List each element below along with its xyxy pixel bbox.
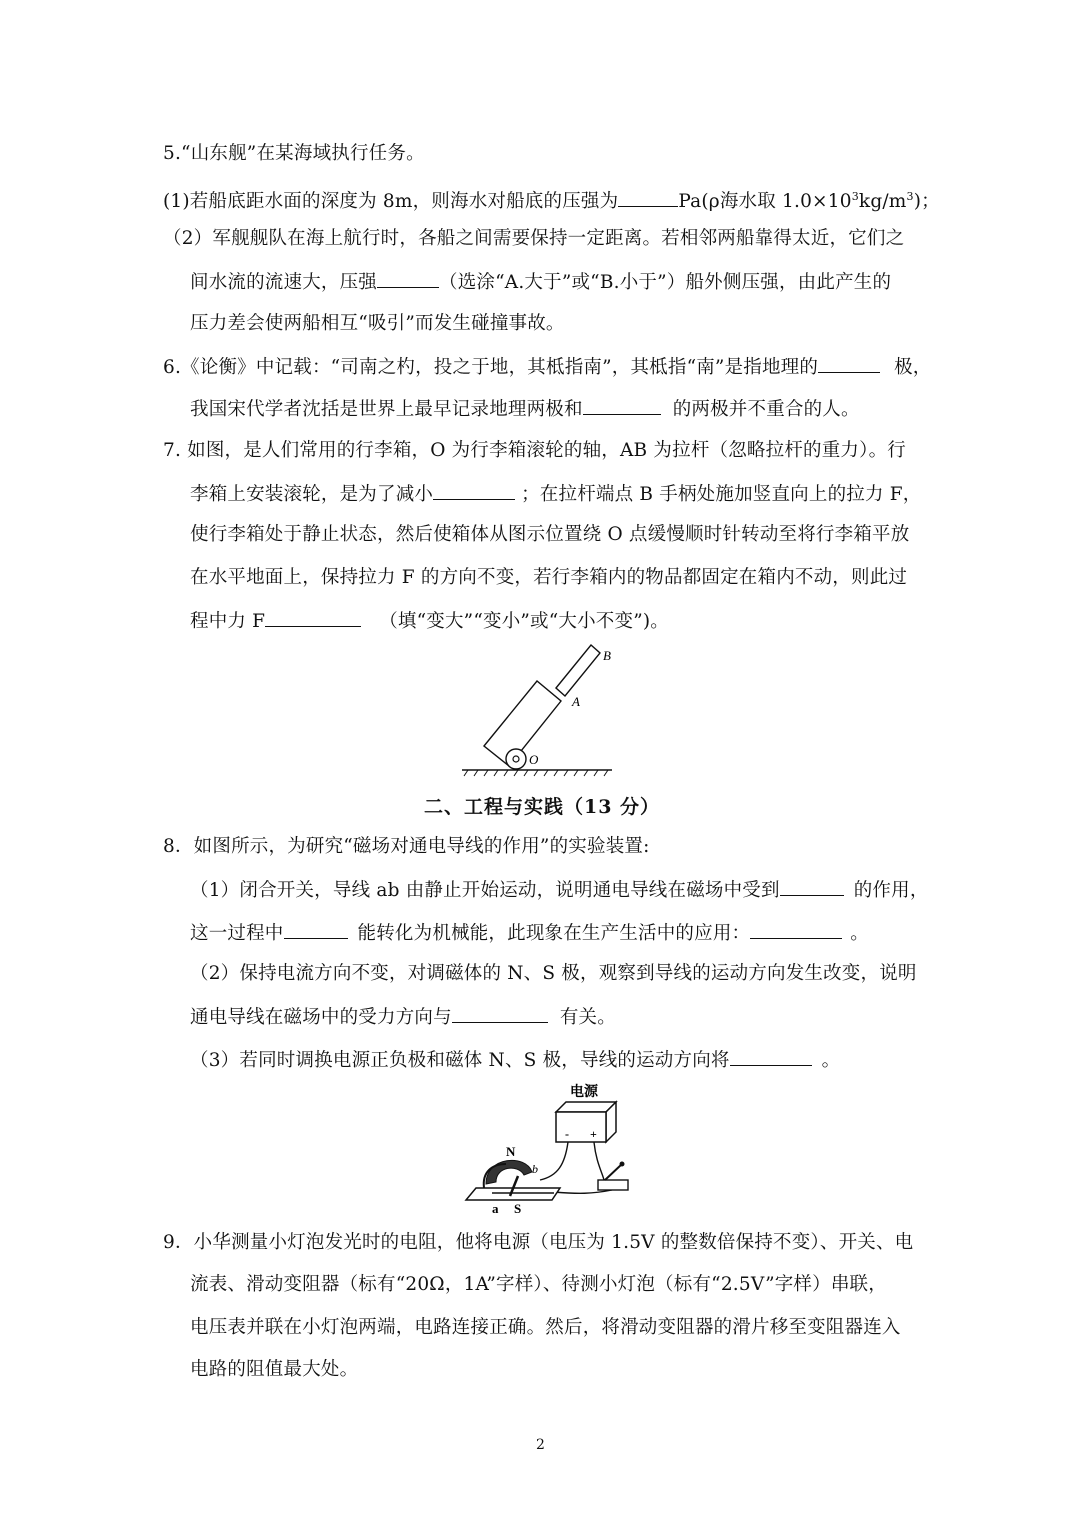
q7-text-a: 李箱上安装滚轮，是为了减小 [190,484,434,505]
apparatus-figure [462,1076,637,1216]
magnet [486,1160,532,1184]
q5-part2-line1: （2）军舰舰队在海上航行时，各船之间需要保持一定距离。若相邻两船靠得太近，它们之 [163,228,905,249]
answer-blank[interactable] [377,268,439,288]
q7-text-b: ；在拉杆端点 B 手柄处施加竖直向上的拉力 F， [521,484,922,505]
q8-part1-line1 [190,876,929,904]
switch-lever[interactable] [605,1164,622,1180]
minus-terminal: - [565,1127,569,1141]
wire-plus [594,1142,604,1180]
answer-blank[interactable] [284,919,348,939]
q5-part2-line3: 压力差会使两船相互“吸引”而发生碰撞事故。 [190,313,565,334]
ground-hatching [464,770,608,776]
label-b: b [532,1162,538,1176]
label-a: A [572,694,580,709]
answer-blank[interactable] [452,1003,548,1023]
suitcase-figure [460,640,620,780]
plus-terminal: + [590,1127,597,1141]
q5-part1-text-c: kg/m [858,191,907,213]
label-a: a [492,1201,499,1216]
q7-text-c: 程中力 F [190,611,266,632]
q5-part2-text-a: 间水流的流速大，压强 [190,272,378,293]
q8-text-d: 能转化为机械能，此现象在生产生活中的应用： [357,923,751,944]
power-label: 电源 [570,1085,598,1100]
q5-part1 [163,184,940,215]
answer-blank[interactable] [730,1046,812,1066]
q6-text-a: 6.《论衡》中记载：“司南之杓，投之于地，其柢指南”，其柢指“南”是指地理的 [163,357,819,378]
q5-title: 5.“山东舰”在某海域执行任务。 [163,143,425,164]
q5-part1-text-a: (1)若船底距水面的深度为 8m，则海水对船底的压强为 [163,191,619,213]
superscript: 3 [851,190,859,203]
q7-line2 [190,480,921,508]
section-heading: 二、工程与实践（13 分） [424,796,661,818]
answer-blank[interactable] [433,480,515,500]
q5-part1-text-d: )； [913,191,940,213]
q8-text-a: （1）闭合开关，导线 ab 由静止开始运动，说明通电导线在磁场中受到 [190,880,780,901]
power-supply [556,1112,606,1142]
q8-part3 [190,1046,840,1074]
q8-text-b: 的作用， [853,880,929,901]
answer-blank[interactable] [818,353,880,373]
answer-blank[interactable] [618,187,678,207]
label-s: S [514,1201,522,1216]
q8-part2-line2 [190,1003,616,1031]
q6-text-d: 的两极并不重合的人。 [672,399,860,420]
q8-text-f: 通电导线在磁场中的受力方向与 [190,1007,452,1028]
q8-text-e: 。 [850,923,869,944]
q7-line4: 在水平地面上，保持拉力 F 的方向不变，若行李箱内的物品都固定在箱内不动，则此过 [190,567,908,588]
superscript: 3 [906,190,914,203]
answer-blank[interactable] [780,876,844,896]
label-b: B [603,648,611,663]
q7-line1: 7. 如图，是人们常用的行李箱，O 为行李箱滚轮的轴，AB 为拉杆（忽略拉杆的重力）。行 [163,440,906,461]
answer-blank[interactable] [265,607,361,627]
q6-line2 [190,395,860,423]
q9-line1: 9．小华测量小灯泡发光时的电阻，他将电源（电压为 1.5V 的整数倍保持不变）、开关、电 [163,1232,914,1253]
wheel [506,749,526,769]
q6-text-c: 我国宋代学者沈括是世界上最早记录地理两极和 [190,399,583,420]
q7-text-d: （填“变大”“变小”或“大小不变”)。 [379,611,669,632]
label-n: N [506,1144,516,1159]
q8-text-i: 。 [821,1050,841,1071]
q5-part1-text-b: Pa(ρ海水取 1.0×10 [678,191,852,213]
q9-line3: 电压表并联在小灯泡两端，电路连接正确。然后，将滑动变阻器的滑片移至变阻器连入 [190,1317,901,1338]
q6-text-b: 极， [894,357,932,378]
page-number: 2 [536,1437,545,1453]
pull-rod [556,645,600,696]
answer-blank[interactable] [750,919,842,939]
q5-part2-text-b: （选涂“A.大于”或“B.小于”）船外侧压强，由此产生的 [439,272,892,293]
q8-part2-line1: （2）保持电流方向不变，对调磁体的 N、S 极，观察到导线的运动方向发生改变，说明 [190,963,917,984]
q8-part1-line2 [190,919,869,947]
q7-line5 [190,607,669,635]
q9-line4: 电路的阻值最大处。 [190,1359,359,1380]
q5-part2-line2 [190,268,891,296]
answer-blank[interactable] [583,395,661,415]
switch-base [598,1180,628,1190]
label-o: O [529,752,539,767]
q8-text-c: 这一过程中 [190,923,284,944]
switch-knob [620,1162,625,1167]
q7-line3: 使行李箱处于静止状态，然后使箱体从图示位置绕 O 点缓慢顺时针转动至将行李箱平放 [190,524,910,545]
q8-text-g: 有关。 [559,1007,616,1028]
q6-line1 [163,353,932,381]
q9-line2: 流表、滑动变阻器（标有“20Ω，1A”字样）、待测小灯泡（标有“2.5V”字样）串联， [190,1274,887,1295]
wire-minus [540,1142,568,1180]
q8-text-h: （3）若同时调换电源正负极和磁体 N、S 极，导线的运动方向将 [190,1050,730,1071]
q8-title: 8．如图所示，为研究“磁场对通电导线的作用”的实验装置: [163,836,650,857]
